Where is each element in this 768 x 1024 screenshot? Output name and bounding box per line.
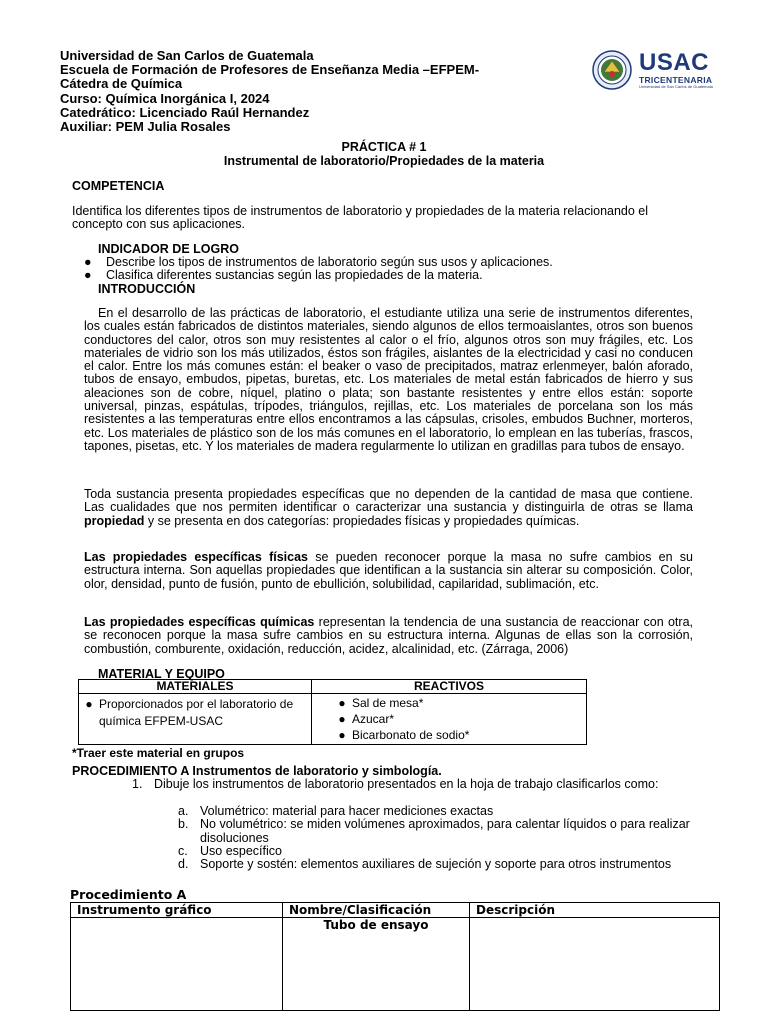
p2-bold-term: propiedad bbox=[84, 513, 145, 528]
subitem-letter: d. bbox=[178, 857, 189, 872]
bullet-icon: ● bbox=[84, 268, 92, 283]
subitem-letter: b. bbox=[178, 817, 189, 832]
procedimiento-table-title: Procedimiento A bbox=[70, 887, 187, 902]
header-line-chair: Cátedra de Química bbox=[60, 76, 183, 92]
p4-bold-term: Las propiedades específicas químicas bbox=[84, 615, 315, 629]
header-line-school: Escuela de Formación de Profesores de Enseñanza Media –EFPEM- bbox=[60, 62, 480, 78]
step-text: Dibuje los instrumentos de laboratorio presentados en la hoja de trabajo clasificarlos como: bbox=[154, 777, 659, 791]
procedimiento-subitems bbox=[178, 805, 694, 871]
header-line-professor: Catedrático: Licenciado Raúl Hernandez bbox=[60, 104, 310, 120]
intro-paragraph-4 bbox=[84, 616, 693, 656]
subitem-letter: a. bbox=[178, 804, 189, 818]
column-header-materiales: MATERIALES bbox=[79, 680, 312, 694]
materiales-cell bbox=[79, 694, 312, 745]
list-item bbox=[178, 845, 694, 858]
university-seal-icon bbox=[592, 50, 632, 90]
logo-tagline: Universidad de San Carlos de Guatemala bbox=[639, 84, 713, 89]
list-item bbox=[84, 269, 704, 282]
reactivo-text: Azucar* bbox=[352, 712, 395, 726]
procedimiento-table bbox=[70, 902, 720, 1011]
subitem-text: Volumétrico: material para hacer mediciones exactas bbox=[200, 804, 494, 818]
list-item bbox=[312, 727, 586, 743]
p2-text-start: Toda sustancia presenta propiedades específicas que no dependen de la cantidad de masa que contiene. Las cualidades que nos permiten identificar o caracterizar una sustancia y distinguirla de otras se llama bbox=[84, 487, 693, 515]
introduccion-heading: INTRODUCCIÓN bbox=[98, 282, 196, 296]
indicador-list bbox=[84, 256, 704, 283]
intro-paragraph-3 bbox=[84, 551, 693, 591]
list-item bbox=[178, 818, 694, 845]
list-item bbox=[178, 858, 694, 871]
procedimiento-step bbox=[132, 778, 694, 791]
list-item bbox=[84, 256, 704, 269]
nombre-cell[interactable] bbox=[283, 918, 470, 1011]
material-note: *Traer este material en grupos bbox=[72, 746, 245, 760]
subitem-text: Soporte y sostén: elementos auxiliares de sujeción y soporte para otros instrumentos bbox=[200, 857, 672, 872]
bullet-icon: ● bbox=[85, 697, 93, 711]
indicador-item-text: Describe los tipos de instrumentos de laboratorio según sus usos y aplicaciones. bbox=[106, 255, 553, 269]
material-heading: MATERIAL Y EQUIPO bbox=[98, 667, 225, 681]
p3-bold-term: Las propiedades específicas físicas bbox=[84, 550, 308, 564]
indicador-heading: INDICADOR DE LOGRO bbox=[98, 242, 239, 256]
descripcion-cell[interactable] bbox=[470, 918, 720, 1011]
subitem-text: No volumétrico: se miden volúmenes aproximados, para calentar líquidos o para realizar disoluciones bbox=[200, 817, 690, 845]
practice-subtitle: Instrumental de laboratorio/Propiedades de la materia bbox=[223, 154, 545, 168]
column-header-instrumento: Instrumento gráfico bbox=[71, 903, 283, 918]
p2-text-end: y se presenta en dos categorías: propiedades físicas y propiedades químicas. bbox=[144, 513, 580, 528]
list-item bbox=[312, 711, 586, 727]
column-header-nombre: Nombre/Clasificación bbox=[283, 903, 470, 918]
intro-paragraph-2 bbox=[84, 488, 693, 528]
table-row bbox=[71, 918, 720, 1011]
instrumento-cell[interactable] bbox=[71, 918, 283, 1011]
list-item bbox=[312, 695, 586, 711]
reactivo-text: Sal de mesa* bbox=[352, 696, 424, 710]
header-line-course: Curso: Química Inorgánica I, 2024 bbox=[60, 90, 270, 106]
list-item bbox=[178, 805, 694, 818]
competencia-text: Identifica los diferentes tipos de instrumentos de laboratorio y propiedades de la materia relacionando el concepto con sus aplicaciones. bbox=[72, 204, 649, 232]
reactivo-text: Bicarbonato de sodio* bbox=[352, 728, 470, 742]
logo-subtitle: TRICENTENARIA bbox=[639, 75, 713, 85]
indicador-item-text: Clasifica diferentes sustancias según las propiedades de la materia. bbox=[106, 268, 483, 283]
competencia-heading: COMPETENCIA bbox=[72, 179, 165, 193]
subitem-letter: c. bbox=[178, 843, 188, 858]
subitem-text: Uso específico bbox=[200, 843, 282, 858]
bullet-icon: ● bbox=[338, 712, 346, 726]
procedimiento-heading: PROCEDIMIENTO A Instrumentos de laboratorio y simbología. bbox=[72, 764, 442, 778]
material-table bbox=[78, 679, 587, 745]
intro-paragraph-1: En el desarrollo de las prácticas de laboratorio, el estudiante utiliza una serie de instrumentos diferentes, los cuales están fabricados de distintos materiales, siendo algunos de ellos termoaislantes, otros son buenos conductores del calor, otros son muy resistentes al calor o el frío, algunos otros son muy frágiles, etc. Los materiales de vidrio son los más utilizados, éstos son frágiles, aislantes de la electricidad y casi no conducen el calor. Entre los más comunes están: el beaker o vaso de precipitados, matraz erlenmeyer, balón aforado, tubos de ensayo, embudos, pipetas, buretas, etc. Los materiales de metal están fabricados de hierro y sus aleaciones son de cobre, níquel, platino o plata; son bastante resistentes y entre ellos están: soporte universal, pinzas, espátulas, trípodes, triángulos, rejillas, etc. Los materiales de porcelana son los más resistentes a las temperaturas entre ellos encontramos a las cápsulas, crisoles, embudos Buchner, morteros, etc. Los materiales de plástico son de los más comunes en el laboratorio, lo emplean en las tuberías, frascos, tapones, pisetas, etc. Y los materiales de madera regularmente lo utilizan en gradillas para tubos de ensayo. bbox=[84, 306, 693, 453]
bullet-icon: ● bbox=[338, 728, 346, 742]
logo-wordmark: USAC bbox=[639, 49, 710, 76]
bullet-icon: ● bbox=[84, 255, 92, 269]
usac-logo bbox=[592, 50, 727, 88]
p3-text: se pueden reconocer porque la masa no sufre cambios en su estructura interna. Son aquellas propiedades que identifican a la sustancia sin alterar su composición. Color, olor, densidad, punto de fusión, punto de ebullición, solubilidad, capilaridad, sublimación, etc. bbox=[84, 550, 694, 591]
p4-text: representan la tendencia de una sustancia de reaccionar con otra, se reconocen porque la masa sufre cambios en su estructura interna. Algunas de ellas son la corrosión, combustión, comburente, oxidación, reducción, acidez, alcalinidad, etc. (Zárraga, 2006) bbox=[84, 615, 693, 656]
header-line-assistant: Auxiliar: PEM Julia Rosales bbox=[60, 119, 231, 135]
column-header-descripcion: Descripción bbox=[470, 903, 720, 918]
materiales-text: Proporcionados por el laboratorio de química EFPEM-USAC bbox=[99, 697, 294, 728]
institution-header bbox=[60, 49, 479, 134]
practice-number: PRÁCTICA # 1 bbox=[341, 140, 427, 154]
bullet-icon: ● bbox=[338, 696, 346, 710]
reactivos-cell bbox=[312, 694, 587, 745]
column-header-reactivos: REACTIVOS bbox=[312, 680, 587, 694]
header-line-university: Universidad de San Carlos de Guatemala bbox=[60, 48, 314, 63]
nombre-text: Tubo de ensayo bbox=[323, 918, 429, 932]
step-number: 1. bbox=[132, 777, 143, 791]
